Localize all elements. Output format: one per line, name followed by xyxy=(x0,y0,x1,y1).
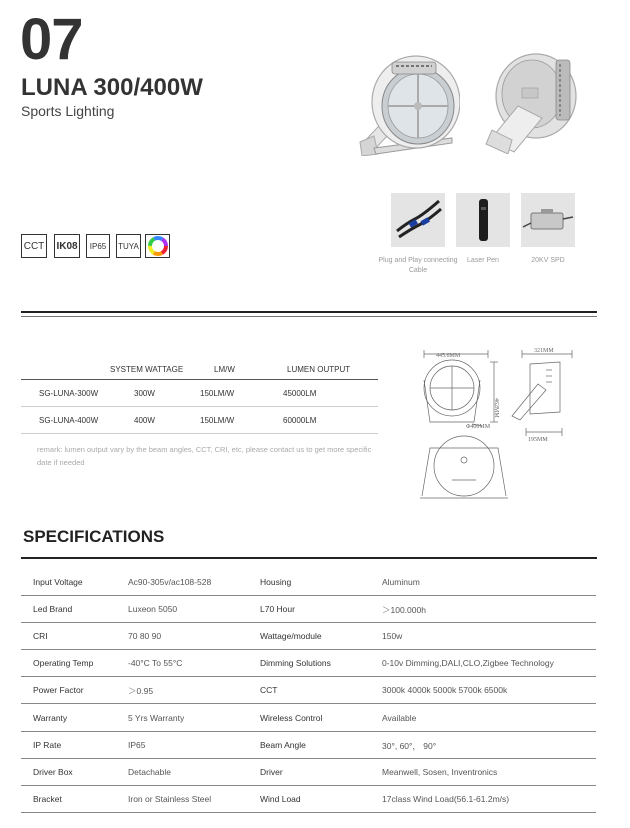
table-row xyxy=(21,676,596,704)
dim-bracket-label: 195MM xyxy=(528,437,548,443)
ip65-badge: IP65 xyxy=(86,234,110,258)
spec-value: Iron or Stainless Steel xyxy=(128,793,212,804)
spec-label: Operating Temp xyxy=(33,658,94,669)
specifications-title: SPECIFICATIONS xyxy=(23,527,165,546)
product-back-image xyxy=(478,48,582,154)
spec-label: Wind Load xyxy=(260,793,301,804)
color-wheel-icon xyxy=(148,236,168,256)
table-rule xyxy=(21,406,378,407)
table-row xyxy=(21,785,596,813)
dim-depth-label: 321MM xyxy=(534,348,554,354)
spec-label: CCT xyxy=(260,685,278,696)
product-title: LUNA 300/400W xyxy=(21,74,203,101)
table-cell: 150LM/W xyxy=(200,416,235,425)
dim-width-label: 445.6MM xyxy=(436,353,461,359)
spec-value: Detachable xyxy=(128,766,172,777)
dim-height-label: 462MM xyxy=(493,398,499,418)
ik08-badge: IK08 xyxy=(54,234,80,258)
spec-label: Input Voltage xyxy=(33,577,83,587)
spec-value: 17class Wind Load(56.1-61.2m/s) xyxy=(382,793,510,804)
table-header: LUMEN OUTPUT xyxy=(287,365,351,374)
spec-label: Housing xyxy=(260,577,292,587)
spec-value: 5 Yrs Warranty xyxy=(128,712,185,723)
spec-value: Ac90-305v/ac108-528 xyxy=(128,577,212,587)
rgb-color-badge xyxy=(145,234,170,258)
spec-label: Bracket xyxy=(33,793,62,804)
cct-badge: CCT xyxy=(21,234,47,258)
tuya-badge: TUYA xyxy=(116,234,141,258)
spec-value: Aluminum xyxy=(382,577,420,587)
table-rule xyxy=(21,433,378,434)
spec-label: Beam Angle xyxy=(260,739,306,750)
accessory-label: Plug and Play connecting Cable xyxy=(378,257,458,274)
table-row xyxy=(21,622,596,650)
catalog-number: 07 xyxy=(20,7,83,72)
table-header: SYSTEM WATTAGE xyxy=(110,365,184,374)
spec-label: Led Brand xyxy=(33,604,73,615)
spec-label: CRI xyxy=(33,631,48,642)
connecting-cable-image xyxy=(391,193,445,247)
spec-value: -40°C To 55°C xyxy=(128,658,183,669)
accessory-label: 20KV SPD xyxy=(531,257,565,264)
spd-image xyxy=(521,193,575,247)
table-row xyxy=(21,595,596,623)
table-row xyxy=(21,704,596,732)
spec-value: 150w xyxy=(382,631,403,642)
table-cell: 45000LM xyxy=(283,389,317,398)
spec-label: Power Factor xyxy=(33,685,84,696)
accessory-label: Laser Pen xyxy=(467,257,499,264)
remark-text: remark: lumen output vary by the beam angles, CCT, CRI, etc, please contact us to get more specific date if needed xyxy=(37,445,372,467)
spec-value: 30°, 60°， 90° xyxy=(382,740,437,751)
spec-label: Driver Box xyxy=(33,766,73,777)
spec-value: ＞100.000h xyxy=(382,605,426,616)
table-row xyxy=(21,731,596,759)
table-row xyxy=(21,649,596,677)
spec-value: ＞0.95 xyxy=(128,686,154,697)
spec-label: Dimming Solutions xyxy=(260,658,331,669)
table-row xyxy=(21,568,596,596)
laser-pen-image xyxy=(456,193,510,247)
spec-label: IP Rate xyxy=(33,739,62,750)
spec-value: 0-10v Dimming,DALI,CLO,Zigbee Technology xyxy=(382,658,554,669)
spec-value: Meanwell, Sosen, Inventronics xyxy=(382,766,498,777)
spec-value: Luxeon 5050 xyxy=(128,604,178,615)
table-row xyxy=(21,758,596,786)
spec-label: Warranty xyxy=(33,712,68,723)
dimension-drawing xyxy=(412,340,597,505)
table-cell: SG-LUNA-300W xyxy=(39,389,99,398)
dim-diameter-label: Φ400MM xyxy=(466,424,491,430)
table-cell: 300W xyxy=(134,389,155,398)
spec-value: 70 80 90 xyxy=(128,631,162,642)
table-cell: 400W xyxy=(134,416,155,425)
spec-value: 3000k 4000k 5000k 5700k 6500k xyxy=(382,685,508,696)
table-rule xyxy=(21,379,378,380)
spec-label: L70 Hour xyxy=(260,604,295,615)
spec-value: IP65 xyxy=(128,739,146,750)
spec-label: Wireless Control xyxy=(260,712,323,723)
product-subtitle: Sports Lighting xyxy=(21,103,115,119)
spec-value: Available xyxy=(382,712,417,723)
product-front-image xyxy=(352,44,460,156)
section-divider xyxy=(21,557,597,559)
table-header: LM/W xyxy=(214,365,235,374)
spec-label: Driver xyxy=(260,766,283,777)
table-cell: 150LM/W xyxy=(200,389,235,398)
section-divider xyxy=(21,316,597,317)
table-cell: SG-LUNA-400W xyxy=(39,416,99,425)
table-cell: 60000LM xyxy=(283,416,317,425)
section-divider xyxy=(21,311,597,313)
spec-label: Wattage/module xyxy=(260,631,322,642)
